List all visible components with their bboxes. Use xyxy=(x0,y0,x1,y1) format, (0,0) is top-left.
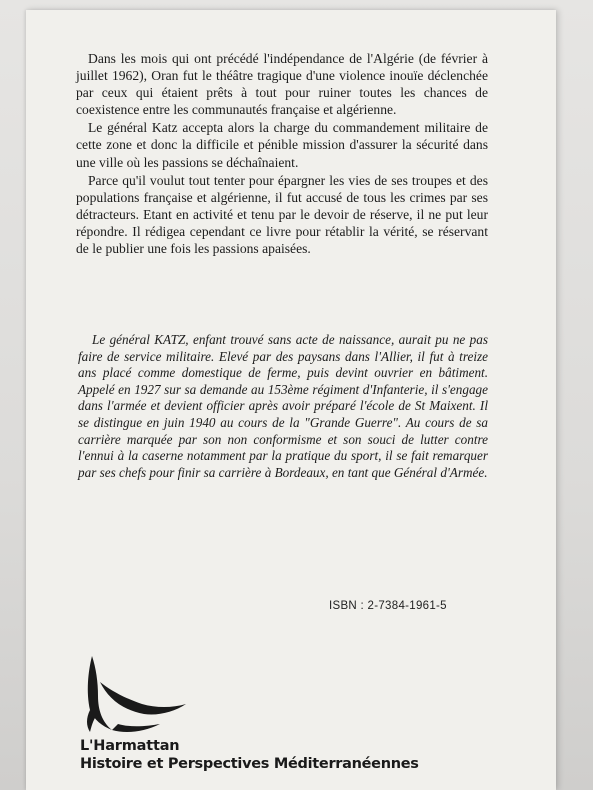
collection-name: Histoire et Perspectives Méditerranéennes xyxy=(80,756,419,772)
synopsis-paragraph-1: Dans les mois qui ont précédé l'indépendance de l'Algérie (de février à juillet 1962), Oran fut le théâtre tragique d'une violence inouïe déclenchée par ceux qui étaient prêts à tout pour ruiner toutes les chances de coexistence entre les communautés française et algérienne. xyxy=(76,51,488,118)
synopsis-text xyxy=(76,50,488,258)
biography-paragraph: Le général KATZ, enfant trouvé sans acte de naissance, aurait pu ne pas faire de service militaire. Elevé par des paysans dans l'Allier, il fut à treize ans placé comme domestique de ferme, puis devint ouvrier en bâtiment. Appelé en 1927 sur sa demande au 153ème régiment d'Infanterie, il s'engage dans l'armée et devient officier après avoir préparé l'école de St Maixent. Il se distingue en juin 1940 au cours de la "Grande Guerre". Au cours de sa carrière marquée par son non conformisme et son souci de lutter contre l'ennui à la caserne notamment par la pratique du sport, il se fait remarquer par ses chefs pour finir sa carrière à Bordeaux, en tant que Général d'Armée. xyxy=(78,332,488,480)
isbn-number: ISBN : 2-7384-1961-5 xyxy=(329,600,447,612)
harmattan-bird-logo-icon xyxy=(78,652,198,752)
synopsis-paragraph-3: Parce qu'il voulut tout tenter pour épargner les vies de ses troupes et des populations française et algérienne, il fut accusé de tous les crimes par ses détracteurs. Etant en activité et tenu par le devoir de réserve, il ne put leur répondre. Il rédigea cependant ce livre pour rétablir la vérité, se réservant de le publier une fois les passions apaisées. xyxy=(76,172,488,257)
publisher-name: L'Harmattan xyxy=(80,738,180,754)
book-back-cover xyxy=(26,10,556,790)
author-biography xyxy=(78,332,488,481)
synopsis-paragraph-2: Le général Katz accepta alors la charge du commandement militaire de cette zone et donc la difficile et pénible mission d'assurer la sécurité dans une ville où les passions se déchaînaient. xyxy=(76,120,488,170)
